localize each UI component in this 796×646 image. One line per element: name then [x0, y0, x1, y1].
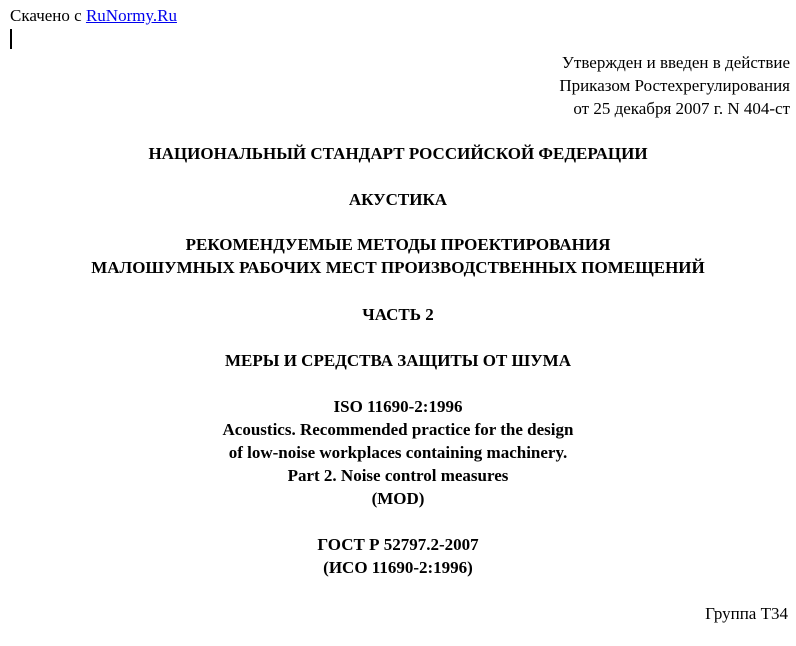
iso-line: ISO 11690-2:1996 — [333, 397, 463, 416]
group-label: Группа Т34 — [705, 604, 788, 623]
standard-subject — [0, 188, 796, 211]
runormy-link[interactable]: RuNormy.Ru — [85, 6, 177, 25]
iso-line: Part 2. Noise control measures — [287, 466, 509, 485]
approval-line: Приказом Ростехрегулирования — [559, 76, 790, 95]
gost-line: (ИСО 11690-2:1996) — [323, 558, 473, 577]
methods-line: МАЛОШУМНЫХ РАБОЧИХ МЕСТ ПРОИЗВОДСТВЕННЫХ ПОМЕЩЕНИЙ — [91, 258, 705, 277]
text-cursor — [10, 29, 12, 49]
approval-block — [559, 51, 790, 120]
standard-subject-text: АКУСТИКА — [348, 190, 448, 209]
standard-measures-heading — [0, 349, 796, 372]
approval-line: от 25 декабря 2007 г. N 404-ст — [573, 99, 790, 118]
gost-line: ГОСТ Р 52797.2-2007 — [317, 535, 479, 554]
iso-line: (MOD) — [371, 489, 425, 508]
iso-reference-block — [0, 395, 796, 510]
iso-line: of low-noise workplaces containing machinery. — [228, 443, 568, 462]
standard-title — [0, 142, 796, 165]
methods-line: РЕКОМЕНДУЕМЫЕ МЕТОДЫ ПРОЕКТИРОВАНИЯ — [185, 235, 611, 254]
standard-part — [0, 303, 796, 326]
download-prefix: Скачено с — [10, 6, 82, 25]
approval-line: Утвержден и введен в действие — [561, 53, 790, 72]
standard-part-text: ЧАСТЬ 2 — [362, 305, 434, 324]
standard-title-text: НАЦИОНАЛЬНЫЙ СТАНДАРТ РОССИЙСКОЙ ФЕДЕРАЦИИ — [148, 144, 648, 163]
standard-measures-text: МЕРЫ И СРЕДСТВА ЗАЩИТЫ ОТ ШУМА — [225, 351, 571, 370]
iso-line: Acoustics. Recommended practice for the design — [222, 420, 574, 439]
download-source-line — [10, 6, 177, 26]
gost-designation-block — [0, 533, 796, 579]
standard-methods-heading — [0, 233, 796, 279]
